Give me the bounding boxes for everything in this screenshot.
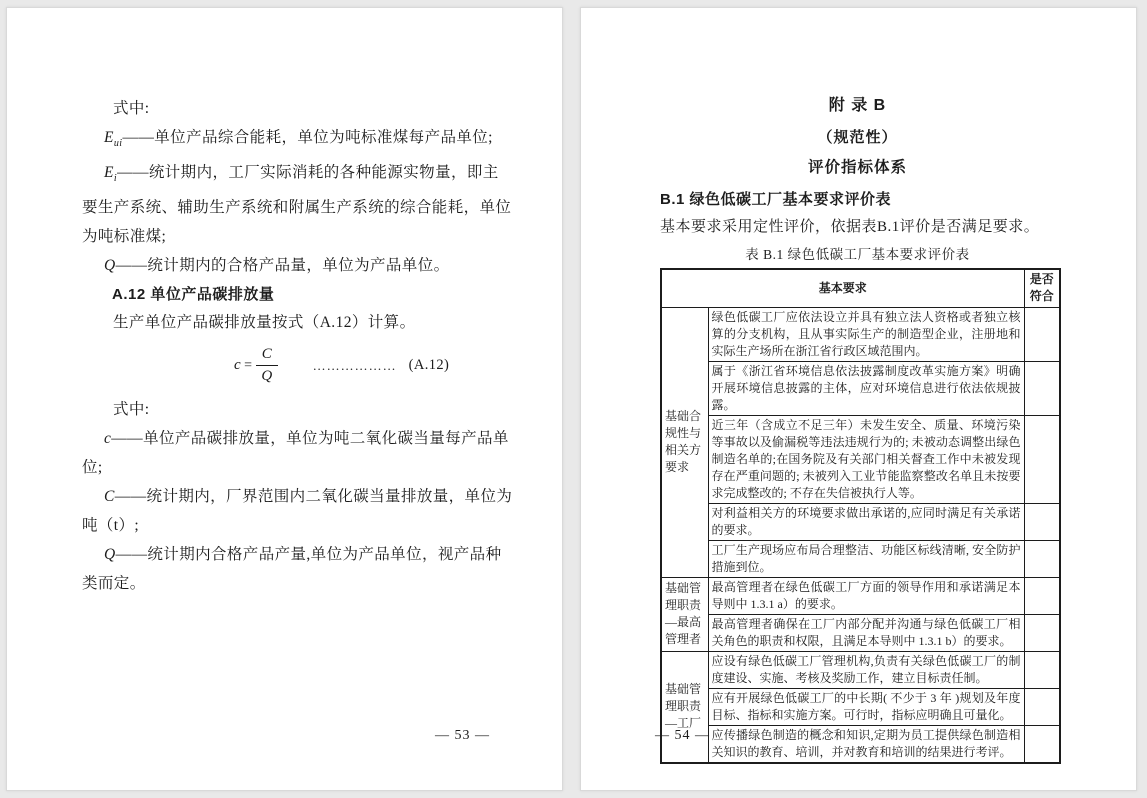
group-label-compliance: 基础合规性与相关方要求 xyxy=(661,307,708,577)
calc-paragraph: 生产单位产品碳排放量按式（A.12）计算。 xyxy=(113,314,416,332)
fraction-numerator: C xyxy=(256,344,278,366)
fraction-denominator: Q xyxy=(261,367,273,384)
formula-a12 xyxy=(82,339,520,391)
symbol-definition-c-upper: C——统计期内，厂界范围内二氧化碳当量排放量，单位为 xyxy=(104,488,513,506)
appendix-title: 评价指标体系 xyxy=(807,159,907,176)
table-row xyxy=(661,725,1060,763)
check-cell xyxy=(1024,307,1060,361)
symbol-definition-c-lower: c——单位产品碳排放量，单位为吨二氧化碳当量每产品单 xyxy=(104,430,509,448)
symbol-definition-ei-cont: 要生产系统、辅助生产系统和附属生产系统的综合能耗，单位 xyxy=(82,199,512,217)
page-54-body xyxy=(581,8,1136,764)
page-53-body xyxy=(7,8,562,598)
where-clause-label-2: 式中: xyxy=(113,401,150,419)
table-row xyxy=(661,503,1060,540)
symbol-definition-ei: $E_i——$统计期内，工厂实际消耗的各种能源实物量，即主 xyxy=(104,164,499,185)
table-caption: 表 B.1 绿色低碳工厂基本要求评价表 xyxy=(745,247,970,262)
check-cell xyxy=(1024,651,1060,688)
requirement-text: 属于《浙江省环境信息依法披露制度改革实施方案》明确开展环境信息披露的主体，应对环境信息进行依法依规披露。 xyxy=(708,361,1024,415)
intro-paragraph: 基本要求采用定性评价，依据表B.1评价是否满足要求。 xyxy=(660,219,1040,235)
header-compliance: 是否符合 xyxy=(1024,269,1060,307)
equals-sign: = xyxy=(244,357,253,373)
table-row xyxy=(661,614,1060,651)
header-basic-requirements: 基本要求 xyxy=(661,269,1024,307)
table-row xyxy=(661,577,1060,614)
symbol-definition-q2: Q——统计期内合格产品产量,单位为产品单位，视产品种 xyxy=(104,546,502,564)
requirement-text: 最高管理者在绿色低碳工厂方面的领导作用和承诺满足本导则中 1.3.1 a）的要求。 xyxy=(708,577,1024,614)
table-row xyxy=(661,688,1060,725)
formula-dot-leader: ……………… xyxy=(312,357,397,373)
check-cell xyxy=(1024,688,1060,725)
requirement-text: 对利益相关方的环境要求做出承诺的,应同时满足有关承诺的要求。 xyxy=(708,503,1024,540)
requirement-text: 应设有绿色低碳工厂管理机构,负责有关绿色低碳工厂的制度建设、实施、考核及奖励工作，建立目标责任制。 xyxy=(708,651,1024,688)
appendix-label: 附 录 B xyxy=(828,97,887,114)
requirement-text: 工厂生产现场应布局合理整洁、功能区标线清晰, 安全防护措施到位。 xyxy=(708,540,1024,577)
section-heading-b1: B.1 绿色低碳工厂基本要求评价表 xyxy=(660,191,892,208)
formula-number: (A.12) xyxy=(408,356,450,373)
requirement-text: 应有开展绿色低碳工厂的中长期( 不少于 3 年 )规划及年度目标、指标和实施方案。可行时，指标应明确且可量化。 xyxy=(708,688,1024,725)
basic-requirements-table xyxy=(660,268,1061,764)
requirement-text: 绿色低碳工厂应依法设立并具有独立法人资格或者独立核算的分支机构，且从事实际生产的制造型企业，注册地和实际生产场所在浙江省行政区域范围内。 xyxy=(708,307,1024,361)
table-row xyxy=(661,540,1060,577)
page-number-54: — 54 — xyxy=(655,728,710,743)
group-label-top-management: 基础管理职责—最高管理者 xyxy=(661,577,708,651)
appendix-normative: （规范性） xyxy=(817,129,898,146)
symbol-definition-c-upper-cont: 吨（t）; xyxy=(82,517,140,535)
pdf-page-54 xyxy=(580,7,1137,791)
table-row xyxy=(661,415,1060,503)
symbol-definition-ei-cont2: 为吨标准煤; xyxy=(82,228,167,246)
symbol-definition-c-lower-cont: 位; xyxy=(82,459,103,477)
check-cell xyxy=(1024,503,1060,540)
symbol-definition-q: Q——统计期内的合格产品量，单位为产品单位。 xyxy=(104,257,450,275)
requirement-text: 近三年（含成立不足三年）未发生安全、质量、环境污染等事故以及偷漏税等违法违规行为的; 未被动态调整出绿色制造名单的;在国务院及有关部门相关督查工作中未被发现存在严重问题的; 未被列入工业节能监察整改名单且未按要求完成整改的; 不存在失信被执行人等。 xyxy=(708,415,1024,503)
check-cell xyxy=(1024,725,1060,763)
requirement-text: 最高管理者确保在工厂内部分配并沟通与绿色低碳工厂相关角色的职责和权限，且满足本导则中 1.3.1 b）的要求。 xyxy=(708,614,1024,651)
where-clause-label: 式中: xyxy=(113,100,150,117)
check-cell xyxy=(1024,540,1060,577)
pdf-page-53 xyxy=(6,7,563,791)
fraction xyxy=(255,344,278,387)
group-label-factory: 基础管理职责—工厂 xyxy=(661,651,708,763)
section-heading-a12: A.12 单位产品碳排放量 xyxy=(112,286,275,304)
table-row xyxy=(661,307,1060,361)
symbol-definition-eui: $E_{ui}——$单位产品综合能耗，单位为吨标准煤每产品单位; xyxy=(104,129,493,150)
check-cell xyxy=(1024,577,1060,614)
check-cell xyxy=(1024,415,1060,503)
requirement-text: 应传播绿色制造的概念和知识,定期为员工提供绿色制造相关知识的教育、培训，并对教育和培训的结果进行考评。 xyxy=(708,725,1024,763)
formula-lhs: c xyxy=(234,356,242,373)
check-cell xyxy=(1024,361,1060,415)
page-number-53: — 53 — xyxy=(435,728,490,743)
table-header-row xyxy=(661,269,1060,307)
table-row xyxy=(661,651,1060,688)
table-row xyxy=(661,361,1060,415)
symbol-definition-q2-cont: 类而定。 xyxy=(82,575,146,593)
check-cell xyxy=(1024,614,1060,651)
